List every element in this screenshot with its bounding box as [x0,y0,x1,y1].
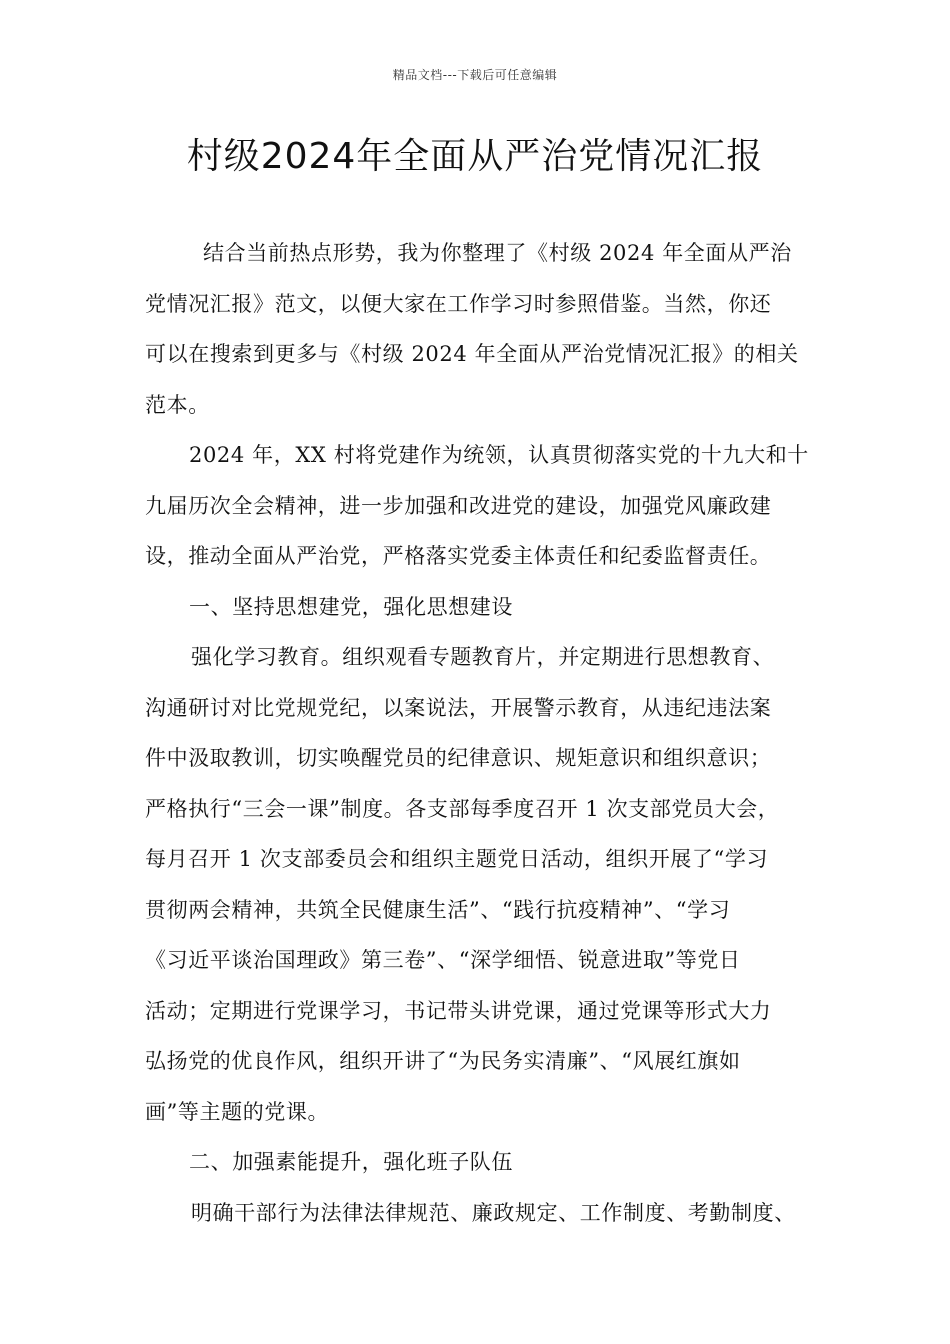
paragraph-line: 结合当前热点形势，我为你整理了《村级 2024 年全面从严治 [203,241,792,265]
paragraph-line: 画”等主题的党课。 [145,1099,330,1124]
document-body [145,228,825,1238]
paragraph-line: 每月召开 1 次支部委员会和组织主题党日活动，组织开展了“学习 [145,847,769,871]
paragraph-line: 范本。 [145,392,210,417]
paragraph-line: 设，推动全面从严治党，严格落实党委主体责任和纪委监督责任。 [145,544,772,568]
paragraph-line: 强化学习教育。组织观看专题教育片，并定期进行思想教育、 [191,645,775,669]
paragraph-line: 明确干部行为法律法律规范、廉政规定、工作制度、考勤制度、 [191,1200,796,1225]
section-heading: 二、加强素能提升，强化班子队伍 [189,1150,513,1174]
paragraph-line: 可以在搜索到更多与《村级 2024 年全面从严治党情况汇报》的相关 [145,342,799,366]
section-heading: 一、坚持思想建党，强化思想建设 [189,594,513,619]
paragraph-line: 贯彻两会精神，共筑全民健康生活”、“践行抗疫精神”、“学习 [145,897,731,922]
paragraph-line: 党情况汇报》范文，以便大家在工作学习时参照借鉴。当然，你还 [145,291,772,316]
paragraph-line: 《习近平谈治国理政》第三卷”、“深学细悟、锐意进取”等党日 [145,948,741,972]
paragraph-line: 严格执行“三会一课”制度。各支部每季度召开 1 次支部党员大会， [145,796,780,821]
paragraph-line: 件中汲取教训，切实唤醒党员的纪律意识、规矩意识和组织意识； [145,746,772,770]
paragraph-line: 活动；定期进行党课学习，书记带头讲党课，通过党课等形式大力 [145,998,772,1023]
paragraph-line: 2024 年，XX 村将党建作为统领，认真贯彻落实党的十九大和十 [189,443,809,467]
paragraph-line: 九届历次全会精神，进一步加强和改进党的建设，加强党风廉政建 [145,493,772,518]
paragraph-line: 沟通研讨对比党规党纪，以案说法，开展警示教育，从违纪违法案 [145,695,772,720]
paragraph-line: 弘扬党的优良作风，组织开讲了“为民务实清廉”、“风展红旗如 [145,1049,741,1073]
document-title: 村级2024年全面从严治党情况汇报 [186,136,764,177]
header-note: 精品文档---下载后可任意编辑 [392,68,558,82]
